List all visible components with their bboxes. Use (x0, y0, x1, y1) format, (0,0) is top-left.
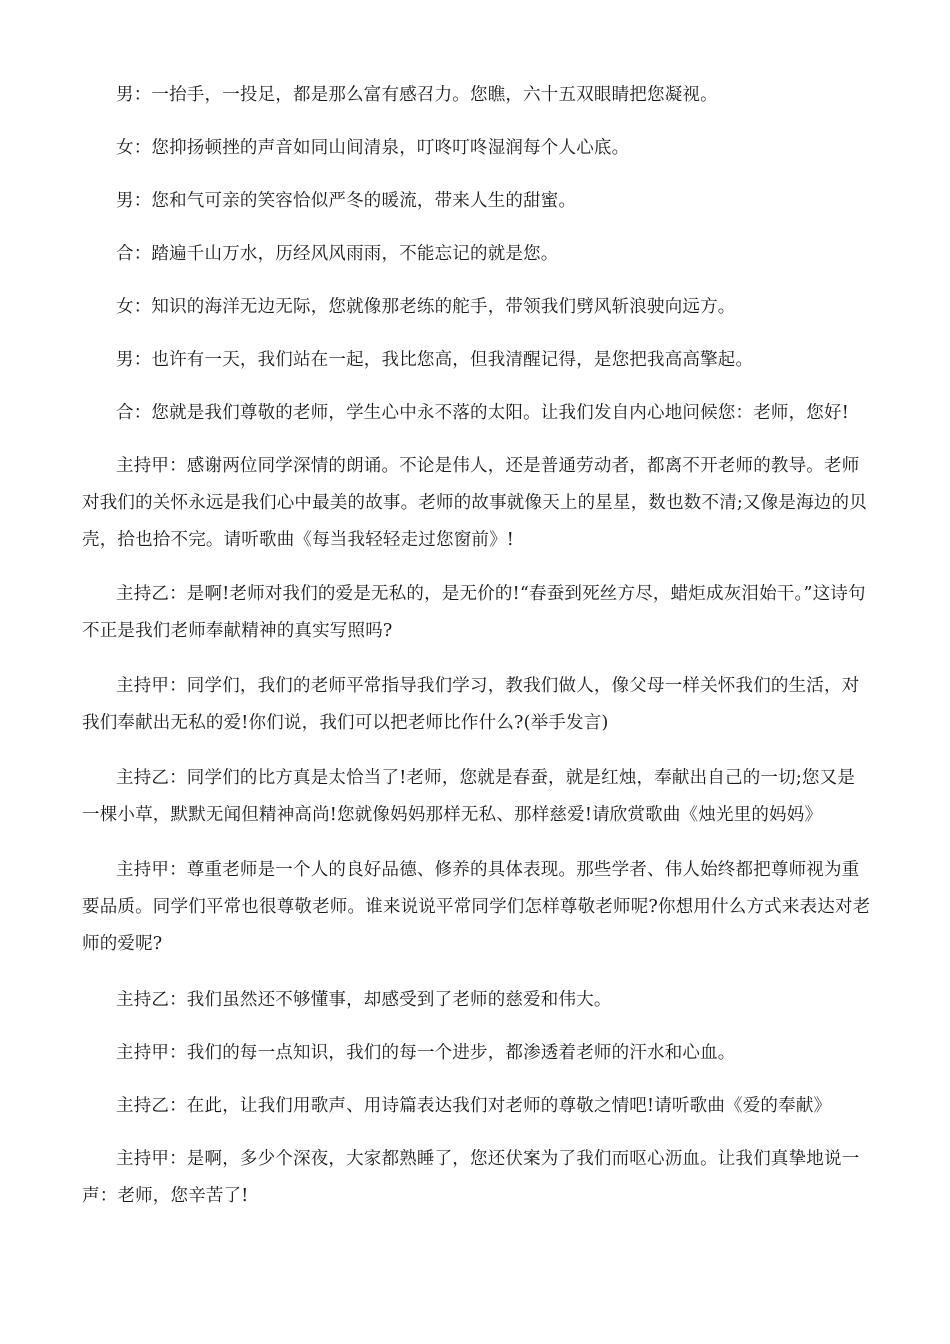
paragraph-9: 主持乙：是啊!老师对我们的爱是无私的，是无价的!“春蚕到死丝方尽，蜡炬成灰泪始干。”这诗句不正是我们老师奉献精神的真实写照吗? (82, 584, 866, 641)
paragraph-5: 女：知识的海洋无边无际，您就像那老练的舵手，带领我们劈风斩浪驶向远方。 (116, 297, 736, 317)
paragraph-10: 主持甲：同学们，我们的老师平常指导我们学习，教我们做人，像父母一样关怀我们的生活，对我们奉献出无私的爱!你们说，我们可以把老师比作什么?(举手发言) (82, 676, 860, 733)
paragraph-2: 女：您抑扬顿挫的声音如同山间清泉，叮咚叮咚湿润每个人心底。 (116, 138, 630, 158)
paragraph-16: 主持甲：是啊，多少个深夜，大家都熟睡了，您还伏案为了我们而呕心沥血。让我们真挚地说一声：老师，您辛苦了! (82, 1149, 860, 1206)
paragraph-4: 合：踏遍千山万水，历经风风雨雨，不能忘记的就是您。 (116, 244, 559, 264)
paragraph-6: 男：也许有一天，我们站在一起，我比您高，但我清醒记得，是您把我高高擎起。 (116, 350, 754, 370)
paragraph-12: 主持甲：尊重老师是一个人的良好品德、修养的具体表现。那些学者、伟人始终都把尊师视为重要品质。同学们平常也很尊敬老师。谁来说说平常同学们怎样尊敬老师呢?你想用什么方式来表达对老师的爱呢? (82, 860, 871, 954)
paragraph-8: 主持甲：感谢两位同学深情的朗诵。不论是伟人，还是普通劳动者，都离不开老师的教导。老师对我们的关怀永远是我们心中最美的故事。老师的故事就像天上的星星，数也数不清;又像是海边的贝壳，拾也拾不完。请听歌曲《每当我轻轻走过您窗前》! (82, 456, 867, 550)
paragraph-13: 主持乙：我们虽然还不够懂事，却感受到了老师的慈爱和伟大。 (116, 990, 612, 1010)
paragraph-14: 主持甲：我们的每一点知识，我们的每一个进步，都渗透着老师的汗水和心血。 (116, 1043, 736, 1063)
paragraph-3: 男：您和气可亲的笑容恰似严冬的暖流，带来人生的甜蜜。 (116, 191, 577, 211)
paragraph-7: 合：您就是我们尊敬的老师，学生心中永不落的太阳。让我们发自内心地问候您：老师，您好! (116, 403, 849, 423)
paragraph-1: 男：一抬手，一投足，都是那么富有感召力。您瞧，六十五双眼睛把您凝视。 (116, 85, 718, 105)
paragraph-15: 主持乙：在此，让我们用歌声、用诗篇表达我们对老师的尊敬之情吧!请听歌曲《爱的奉献》 (116, 1096, 832, 1116)
paragraph-11: 主持乙：同学们的比方真是太恰当了!老师，您就是春蚕，就是红烛，奉献出自己的一切;您又是一棵小草，默默无闻但精神高尚!您就像妈妈那样无私、那样慈爱!请欣赏歌曲《烛光里的妈妈》 (82, 768, 856, 825)
